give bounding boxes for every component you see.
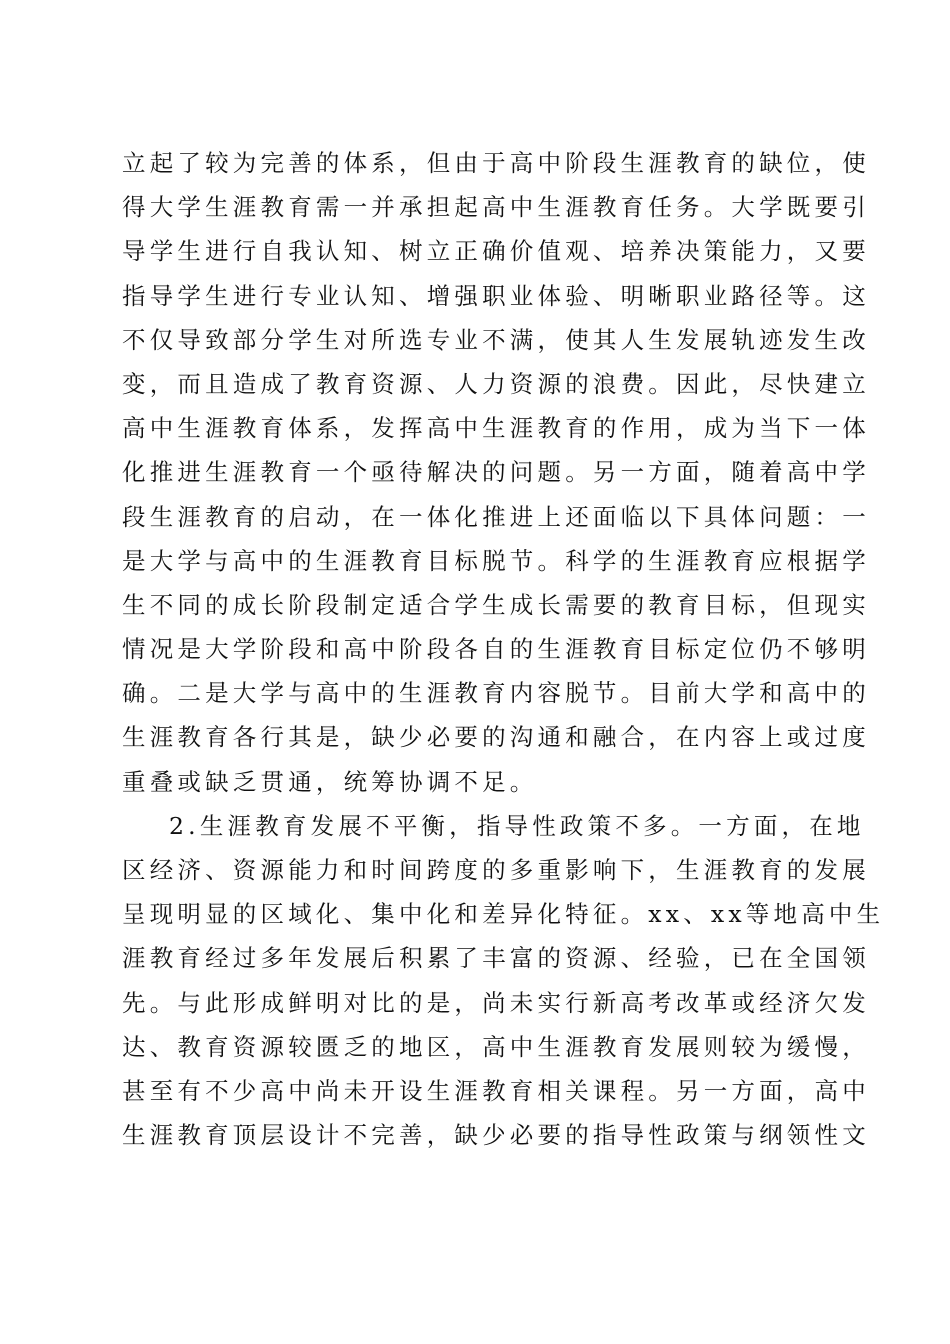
body-text xyxy=(122,141,885,1157)
text-line: 段生涯教育的启动，在一体化推进上还面临以下具体问题：一 xyxy=(122,502,870,531)
text-line: 先。与此形成鲜明对比的是，尚未实行新高考改革或经济欠发 xyxy=(122,988,870,1017)
text-line: 生不同的成长阶段制定适合学生成长需要的教育目标，但现实 xyxy=(122,590,870,619)
text-line: 不仅导致部分学生对所选专业不满，使其人生发展轨迹发生改 xyxy=(122,325,870,354)
text-line: 重叠或缺乏贯通，统筹协调不足。 xyxy=(122,767,538,796)
text-line: 甚至有不少高中尚未开设生涯教育相关课程。另一方面，高中 xyxy=(122,1076,870,1105)
text-line: 确。二是大学与高中的生涯教育内容脱节。目前大学和高中的 xyxy=(122,679,870,708)
text-line: 达、教育资源较匮乏的地区，高中生涯教育发展则较为缓慢， xyxy=(122,1032,870,1061)
text-line: 涯教育经过多年发展后积累了丰富的资源、经验，已在全国领 xyxy=(122,944,870,973)
text-line: 化推进生涯教育一个亟待解决的问题。另一方面，随着高中学 xyxy=(122,458,870,487)
text-line: 高中生涯教育体系，发挥高中生涯教育的作用，成为当下一体 xyxy=(122,414,870,443)
text-line: 指导学生进行专业认知、增强职业体验、明晰职业路径等。这 xyxy=(122,281,870,310)
text-line: 呈现明显的区域化、集中化和差异化特征。xx、xx等地高中生 xyxy=(122,900,885,929)
paragraph-start-line: 2.生涯教育发展不平衡，指导性政策不多。一方面，在地 xyxy=(169,811,865,840)
text-line: 得大学生涯教育需一并承担起高中生涯教育任务。大学既要引 xyxy=(122,193,870,222)
text-line: 立起了较为完善的体系，但由于高中阶段生涯教育的缺位，使 xyxy=(122,149,870,177)
text-line: 生涯教育顶层设计不完善，缺少必要的指导性政策与纲领性文 xyxy=(122,1121,870,1150)
text-line: 导学生进行自我认知、树立正确价值观、培养决策能力，又要 xyxy=(122,237,870,266)
text-line: 情况是大学阶段和高中阶段各自的生涯教育目标定位仍不够明 xyxy=(122,635,870,664)
text-line: 是大学与高中的生涯教育目标脱节。科学的生涯教育应根据学 xyxy=(122,546,870,575)
text-line: 生涯教育各行其是，缺少必要的沟通和融合，在内容上或过度 xyxy=(122,723,870,752)
text-line: 区经济、资源能力和时间跨度的多重影响下，生涯教育的发展 xyxy=(122,856,870,884)
text-line: 变，而且造成了教育资源、人力资源的浪费。因此，尽快建立 xyxy=(122,369,870,398)
